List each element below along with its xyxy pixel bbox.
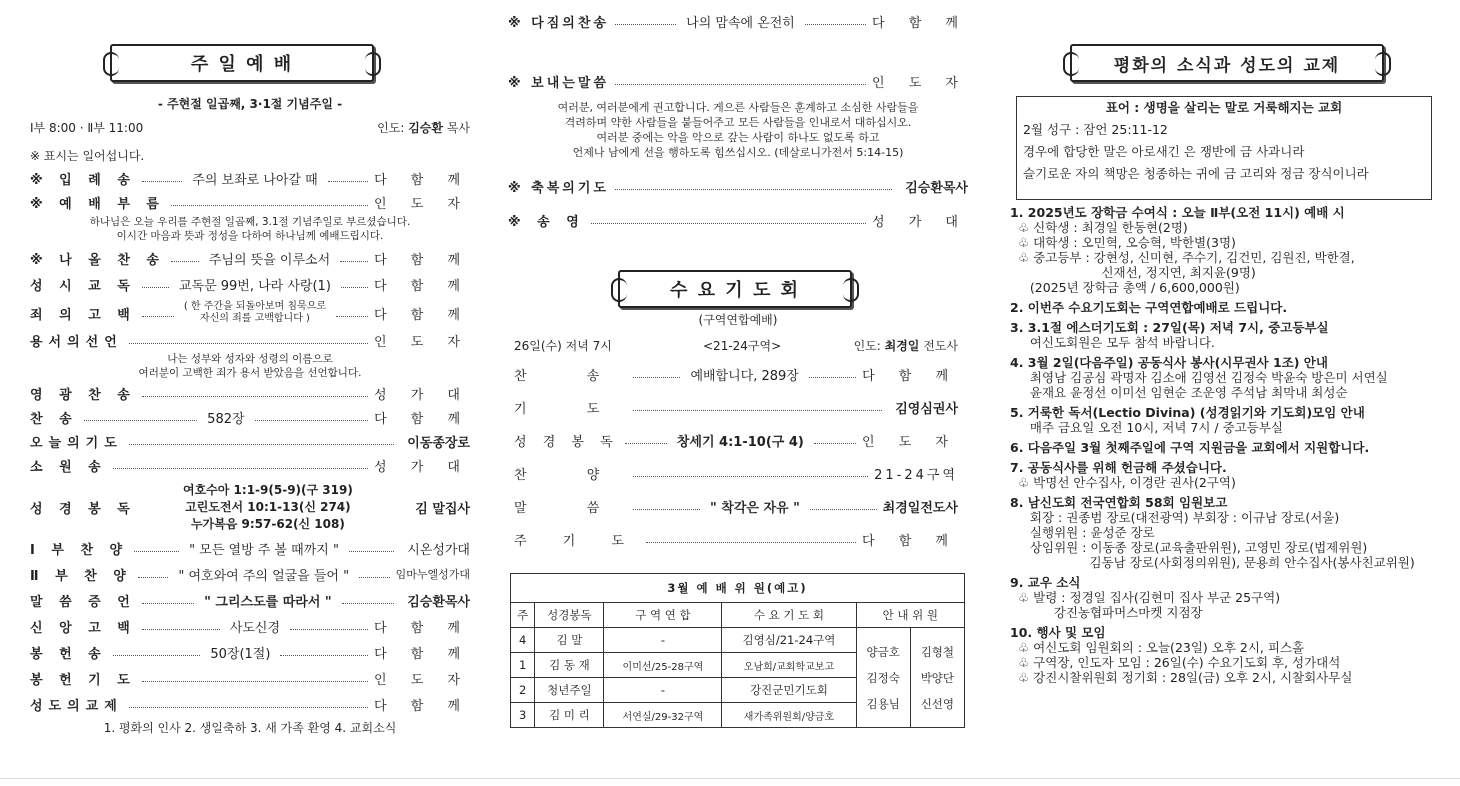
note-line: 이시간 마음과 뜻과 정성을 다하여 하나님께 예배드립시다. (116, 230, 384, 242)
order-row (30, 273, 470, 295)
news-detail: ♧ 강진시찰위원회 정기회 : 28일(금) 오후 2시, 시찰회사무실 (1018, 670, 1353, 685)
order-label: 성 경 봉 독 (30, 501, 136, 517)
news-detail: 신재선, 정지연, 최지윤(9명) (1018, 265, 1256, 280)
order-label: ※ 다짐의찬송 (508, 15, 609, 31)
order-label: Ⅱ 부 찬 양 (30, 568, 132, 584)
order-row (30, 247, 470, 269)
order-detail: " 여호와여 주의 얼굴을 들어 " (178, 568, 350, 584)
order-person: 다 함 께 (872, 15, 968, 31)
order-person: 다 함 께 (374, 307, 470, 323)
order-detail: 나의 맘속에 온전히 (686, 15, 795, 31)
order-person: 인 도 자 (374, 334, 470, 350)
verse-line: 슬기로운 자의 책망은 청종하는 귀에 금 고리와 정금 장식이니라 (1023, 166, 1369, 181)
usher-cell-a (856, 628, 910, 728)
order-person: 다 함 께 (374, 646, 471, 662)
order-row (30, 480, 470, 534)
motto: 표어 : 생명을 살리는 말로 거룩해지는 교회 (1105, 100, 1343, 115)
usher-name: 김용님 (866, 696, 900, 711)
order-person: 다 함 께 (374, 620, 470, 636)
order-label: 봉 헌 송 (30, 646, 107, 662)
cell: 김 미 리 (535, 703, 604, 728)
order-row (30, 167, 470, 189)
order-detail: 582장 (207, 411, 245, 427)
cell: 새가족위원회/양금호 (722, 703, 856, 728)
order-label: 찬 송 (514, 368, 628, 384)
pardon-note (30, 352, 470, 380)
news-heading: 3. 3.1절 에스더기도회 : 27일(목) 저녁 7시, 중고등부실 (1010, 320, 1329, 335)
order-row (514, 429, 958, 451)
order-label: 성 시 교 독 (30, 278, 136, 294)
cell: 4 (511, 628, 535, 653)
order-row (30, 430, 470, 452)
news-heading: 5. 거룩한 독서(Lectio Divina) (성경읽기와 기도회)모임 안내 (1010, 405, 1365, 420)
note-line: 여러분이 고백한 죄가 용서 받았음을 선언합니다. (138, 367, 362, 379)
news-detail: 여신도회원은 모두 참석 바랍니다. (1018, 335, 1215, 350)
order-person: 다 함 께 (374, 698, 470, 714)
worship-leader (377, 119, 470, 136)
order-row (30, 382, 470, 404)
news-heading: 1. 2025년도 장학금 수여식 : 오늘 Ⅱ부(오전 11시) 예배 시 (1010, 205, 1345, 220)
order-person: 이동종장로 (407, 435, 470, 451)
order-person: 김 말집사 (415, 501, 470, 517)
order-person: 김승환목사 (905, 180, 968, 196)
order-row (30, 667, 470, 689)
leader-name: 최경일 (884, 339, 920, 353)
order-person: 성 가 대 (374, 387, 470, 403)
cell: 강진군민기도회 (722, 678, 856, 703)
news-detail: ♧ 신학생 : 최경일 한동현(2명) (1018, 220, 1188, 235)
order-label: 기 도 (514, 401, 628, 417)
order-person: 인 도 자 (862, 434, 958, 450)
cell: 김 말 (535, 628, 604, 653)
order-person: 최경일전도사 (882, 500, 958, 516)
wednesday-title: 수 요 기 도 회 (669, 280, 800, 301)
usher-name: 양금호 (866, 644, 900, 659)
header-cell: 성경봉독 (535, 603, 604, 628)
news-detail: ♧ 여신도회 임원회의 : 오늘(23일) 오후 2시, 피스홀 (1018, 640, 1305, 655)
news-detail: 매주 금요일 오전 10시, 저녁 7시 / 중고등부실 (1018, 420, 1283, 435)
order-row (514, 528, 958, 550)
news-heading: 6. 다음주일 3월 첫째주일에 구역 지원금을 교회에서 지원합니다. (1010, 440, 1370, 455)
leader-label: 인도: (377, 121, 409, 135)
header-cell: 수 요 기 도 회 (722, 603, 856, 628)
header-cell: 안 내 위 원 (856, 603, 964, 628)
news-detail: 실행위원 : 윤성준 장로 (1018, 525, 1155, 540)
order-detail: 창세기 4:1-10(구 4) (676, 434, 804, 450)
cell: 오남희/교회학교보고 (722, 653, 856, 678)
cell: 청년주일 (535, 678, 604, 703)
wednesday-district: <21-24구역> (703, 339, 782, 353)
order-label: 말 씀 (514, 500, 628, 516)
table-row (511, 628, 965, 653)
usher-name: 신선영 (920, 696, 955, 711)
duty-table (510, 573, 965, 728)
worship-title-banner (110, 44, 374, 82)
order-row (30, 693, 470, 715)
news-title-banner (1070, 44, 1384, 82)
order-label: 성도의교제 (30, 698, 123, 714)
note-line: 여러분 중에는 악을 악으로 갚는 사람이 하나도 없도록 하고 (596, 131, 880, 144)
order-row (30, 615, 470, 637)
order-row (30, 329, 470, 351)
wednesday-leader (854, 337, 958, 354)
order-label: ※ 나 올 찬 송 (30, 252, 165, 268)
order-detail: 사도신경 (229, 620, 281, 636)
order-label: 죄 의 고 백 (30, 307, 136, 323)
order-person: 다 함 께 (862, 533, 958, 549)
cell: 김 동 재 (535, 653, 604, 678)
order-row (508, 10, 968, 32)
order-label: 신 앙 고 백 (30, 620, 136, 636)
order-person: 인 도 자 (374, 672, 470, 688)
note-line: 언제나 남에게 선을 행하도록 힘쓰십시오. (데살로니가전서 5:14-15) (572, 146, 904, 159)
usher-name: 김정숙 (866, 670, 900, 685)
usher-name: 김형철 (920, 644, 955, 659)
call-note (30, 215, 470, 243)
motto-box (1016, 96, 1432, 200)
order-label: ※ 보내는말씀 (508, 75, 609, 91)
usher-name: 박양단 (920, 670, 955, 685)
order-row (514, 462, 958, 484)
confession-note (180, 301, 330, 325)
page-bottom-line (0, 778, 1460, 779)
news-detail: 최영남 김공심 곽명자 김소애 김영선 김정숙 박윤숙 방은미 서연실 (1018, 370, 1388, 385)
cell: 3 (511, 703, 535, 728)
cell: - (604, 678, 722, 703)
duty-header-row (511, 603, 965, 628)
order-label: ※ 축복의기도 (508, 180, 609, 196)
order-person: 다 함 께 (374, 172, 471, 188)
order-row (508, 70, 968, 92)
cell: 김영심/21-24구역 (722, 628, 856, 653)
cell: 1 (511, 653, 535, 678)
order-person: 다 함 께 (862, 368, 959, 384)
wednesday-title-banner (618, 270, 852, 308)
news-list (1010, 205, 1440, 685)
cell: - (604, 628, 722, 653)
cell: 이미선/25-28구역 (604, 653, 722, 678)
note-line: ( 한 주간을 되돌아보며 침묵으로 (183, 301, 327, 312)
leader-title: 전도사 (919, 339, 958, 353)
wednesday-subtitle: (구역연합예배) (698, 313, 778, 327)
news-detail: 상임위원 : 이동종 장로(교육출판위원), 고영민 장로(법제위원) (1018, 540, 1368, 555)
news-detail: (2025년 장학금 총액 / 6,600,000원) (1018, 280, 1240, 295)
leader-label: 인도: (853, 339, 885, 353)
duty-title: 3월 예 배 위 원(예고) (511, 574, 965, 603)
news-detail: ♧ 구역장, 인도자 모임 : 26일(수) 수요기도회 후, 성가대석 (1018, 655, 1341, 670)
order-person: 시온성가대 (407, 542, 470, 558)
order-label: 오늘의기도 (30, 435, 123, 451)
verse-ref: 2월 성구 : 잠언 25:11-12 (1023, 122, 1168, 137)
news-heading: 8. 남신도회 전국연합회 58회 임원보고 (1010, 495, 1228, 510)
sunday-worship-column (30, 0, 470, 786)
order-label: ※ 송 영 (508, 214, 585, 230)
order-person: 김영심권사 (895, 401, 958, 417)
order-detail: 50장(1절) (210, 646, 271, 662)
order-row (30, 454, 470, 476)
news-detail: ♧ 대학생 : 오민혁, 오승혁, 박한별(3명) (1018, 235, 1236, 250)
order-label: 찬 양 (514, 467, 628, 483)
news-heading: 9. 교우 소식 (1010, 575, 1081, 590)
note-line: 하나님은 오늘 우리를 주현절 일곱째, 3.1절 기념주일로 부르셨습니다. (89, 216, 411, 228)
order-person: 임마누엘성가대 (395, 568, 471, 581)
order-person: 인 도 자 (872, 75, 968, 91)
cell: 2 (511, 678, 535, 703)
leader-title: 목사 (443, 121, 470, 135)
scripture-list (136, 482, 400, 533)
service-times: Ⅰ부 8:00 · Ⅱ부 11:00 (30, 121, 144, 135)
news-detail: 회장 : 권종범 장로(대전광역) 부회장 : 이규남 장로(서울) (1018, 510, 1340, 525)
order-row (30, 563, 470, 585)
fellowship-note: 1. 평화의 인사 2. 생일축하 3. 새 가족 환영 4. 교회소식 (103, 721, 397, 735)
header-cell: 주 (511, 603, 535, 628)
order-detail: 교독문 99번, 나라 사랑(1) (178, 278, 331, 294)
order-label: ※ 예 배 부 름 (30, 196, 165, 212)
order-person: 성 가 대 (872, 214, 968, 230)
order-person: 인 도 자 (374, 196, 470, 212)
order-person: 성 가 대 (374, 459, 470, 475)
order-row (30, 589, 470, 611)
news-detail: ♧ 발령 : 정경일 집사(김현미 집사 부군 25구역) (1018, 590, 1281, 605)
order-label: 성 경 봉 독 (514, 434, 619, 450)
order-person: 21-24구역 (874, 467, 958, 483)
order-row (514, 396, 958, 418)
scripture-line: 고린도전서 10:1-13(신 274) (185, 499, 351, 514)
order-label: 말 씀 증 언 (30, 594, 136, 610)
verse-line: 경우에 합당한 말은 아로새긴 은 쟁반에 금 사과니라 (1023, 144, 1305, 159)
standing-note: ※ 표시는 일어섭니다. (30, 149, 145, 163)
news-detail: ♧ 박명선 안수집사, 이경란 권사(2구역) (1018, 475, 1236, 490)
order-label: ※ 입 례 송 (30, 172, 136, 188)
wednesday-time: 26일(수) 저녁 7시 (514, 339, 612, 353)
order-row (508, 175, 968, 197)
order-row (30, 641, 470, 663)
sending-words (508, 100, 968, 160)
news-heading: 7. 공동식사를 위해 헌금해 주셨습니다. (1010, 460, 1227, 475)
scripture-line: 여호수아 1:1-9(5-9)(구 319) (183, 482, 353, 497)
order-detail: " 모든 열방 주 볼 때까지 " (189, 542, 339, 558)
news-detail: ♧ 중고등부 : 강현성, 신미현, 주수기, 김건민, 김원진, 박한결, (1018, 250, 1355, 265)
usher-cell-b (910, 628, 964, 728)
news-heading: 4. 3월 2일(다음주일) 공동식사 봉사(시무권사 1조) 안내 (1010, 355, 1328, 370)
order-label: 용서의선언 (30, 334, 123, 350)
order-detail: 주의 보좌로 나아갈 때 (192, 172, 318, 188)
news-heading: 2. 이번주 수요기도회는 구역연합예배로 드립니다. (1010, 300, 1288, 315)
order-row (514, 363, 958, 385)
news-heading: 10. 행사 및 모임 (1010, 625, 1106, 640)
note-line: 격려하며 약한 사람들을 붙들어주고 모든 사람들을 인내로서 대하십시오. (564, 116, 912, 129)
order-row (30, 406, 470, 428)
news-column (1010, 0, 1440, 786)
scripture-line: 누가복음 9:57-62(신 108) (190, 516, 345, 531)
sermon-title: " 착각은 자유 " (709, 500, 800, 516)
news-detail: 김동남 장로(사회정의위원), 문용희 안수집사(봉사친교위원) (1018, 555, 1415, 570)
leader-name: 김승환 (408, 121, 443, 135)
order-label: 소 원 송 (30, 459, 107, 475)
note-line: 여러분, 여러분에게 권고합니다. 게으른 사람들은 훈계하고 소심한 사람들을 (557, 101, 919, 114)
news-detail: 강진농협파머스마켓 지점장 (1018, 605, 1203, 620)
order-row (30, 191, 470, 213)
order-person: 다 함 께 (374, 411, 471, 427)
order-label: 찬 송 (30, 411, 78, 427)
news-detail: 윤재요 윤정선 이미선 임현순 조운영 주석남 최막내 최성순 (1018, 385, 1348, 400)
sermon-title: " 그리스도를 따라서 " (204, 594, 332, 610)
order-label: Ⅰ 부 찬 양 (30, 542, 129, 558)
order-person: 다 함 께 (374, 278, 470, 294)
order-row (30, 537, 470, 559)
cell: 서연실/29-32구역 (604, 703, 722, 728)
header-cell: 구 역 연 합 (604, 603, 722, 628)
worship-subtitle: - 주현절 일곱째, 3·1절 기념주일 - (157, 97, 343, 111)
news-title: 평화의 소식과 성도의 교제 (1113, 55, 1341, 76)
order-label: 주 기 도 (514, 533, 640, 549)
order-person: 다 함 께 (374, 252, 471, 268)
order-detail: 예배합니다, 289장 (690, 368, 799, 384)
order-row (508, 209, 968, 231)
worship-title: 주 일 예 배 (190, 54, 294, 75)
note-line: 나는 성부와 성자와 성령의 이름으로 (167, 353, 333, 365)
order-detail: 주님의 뜻을 이루소서 (208, 252, 331, 268)
note-line: 자신의 죄를 고백합니다 ) (199, 313, 310, 324)
order-label: 영 광 찬 송 (30, 387, 136, 403)
middle-column (508, 0, 968, 786)
order-row (30, 299, 470, 327)
order-label: 봉 헌 기 도 (30, 672, 136, 688)
order-person: 김승환목사 (407, 594, 470, 610)
order-row (514, 495, 958, 517)
